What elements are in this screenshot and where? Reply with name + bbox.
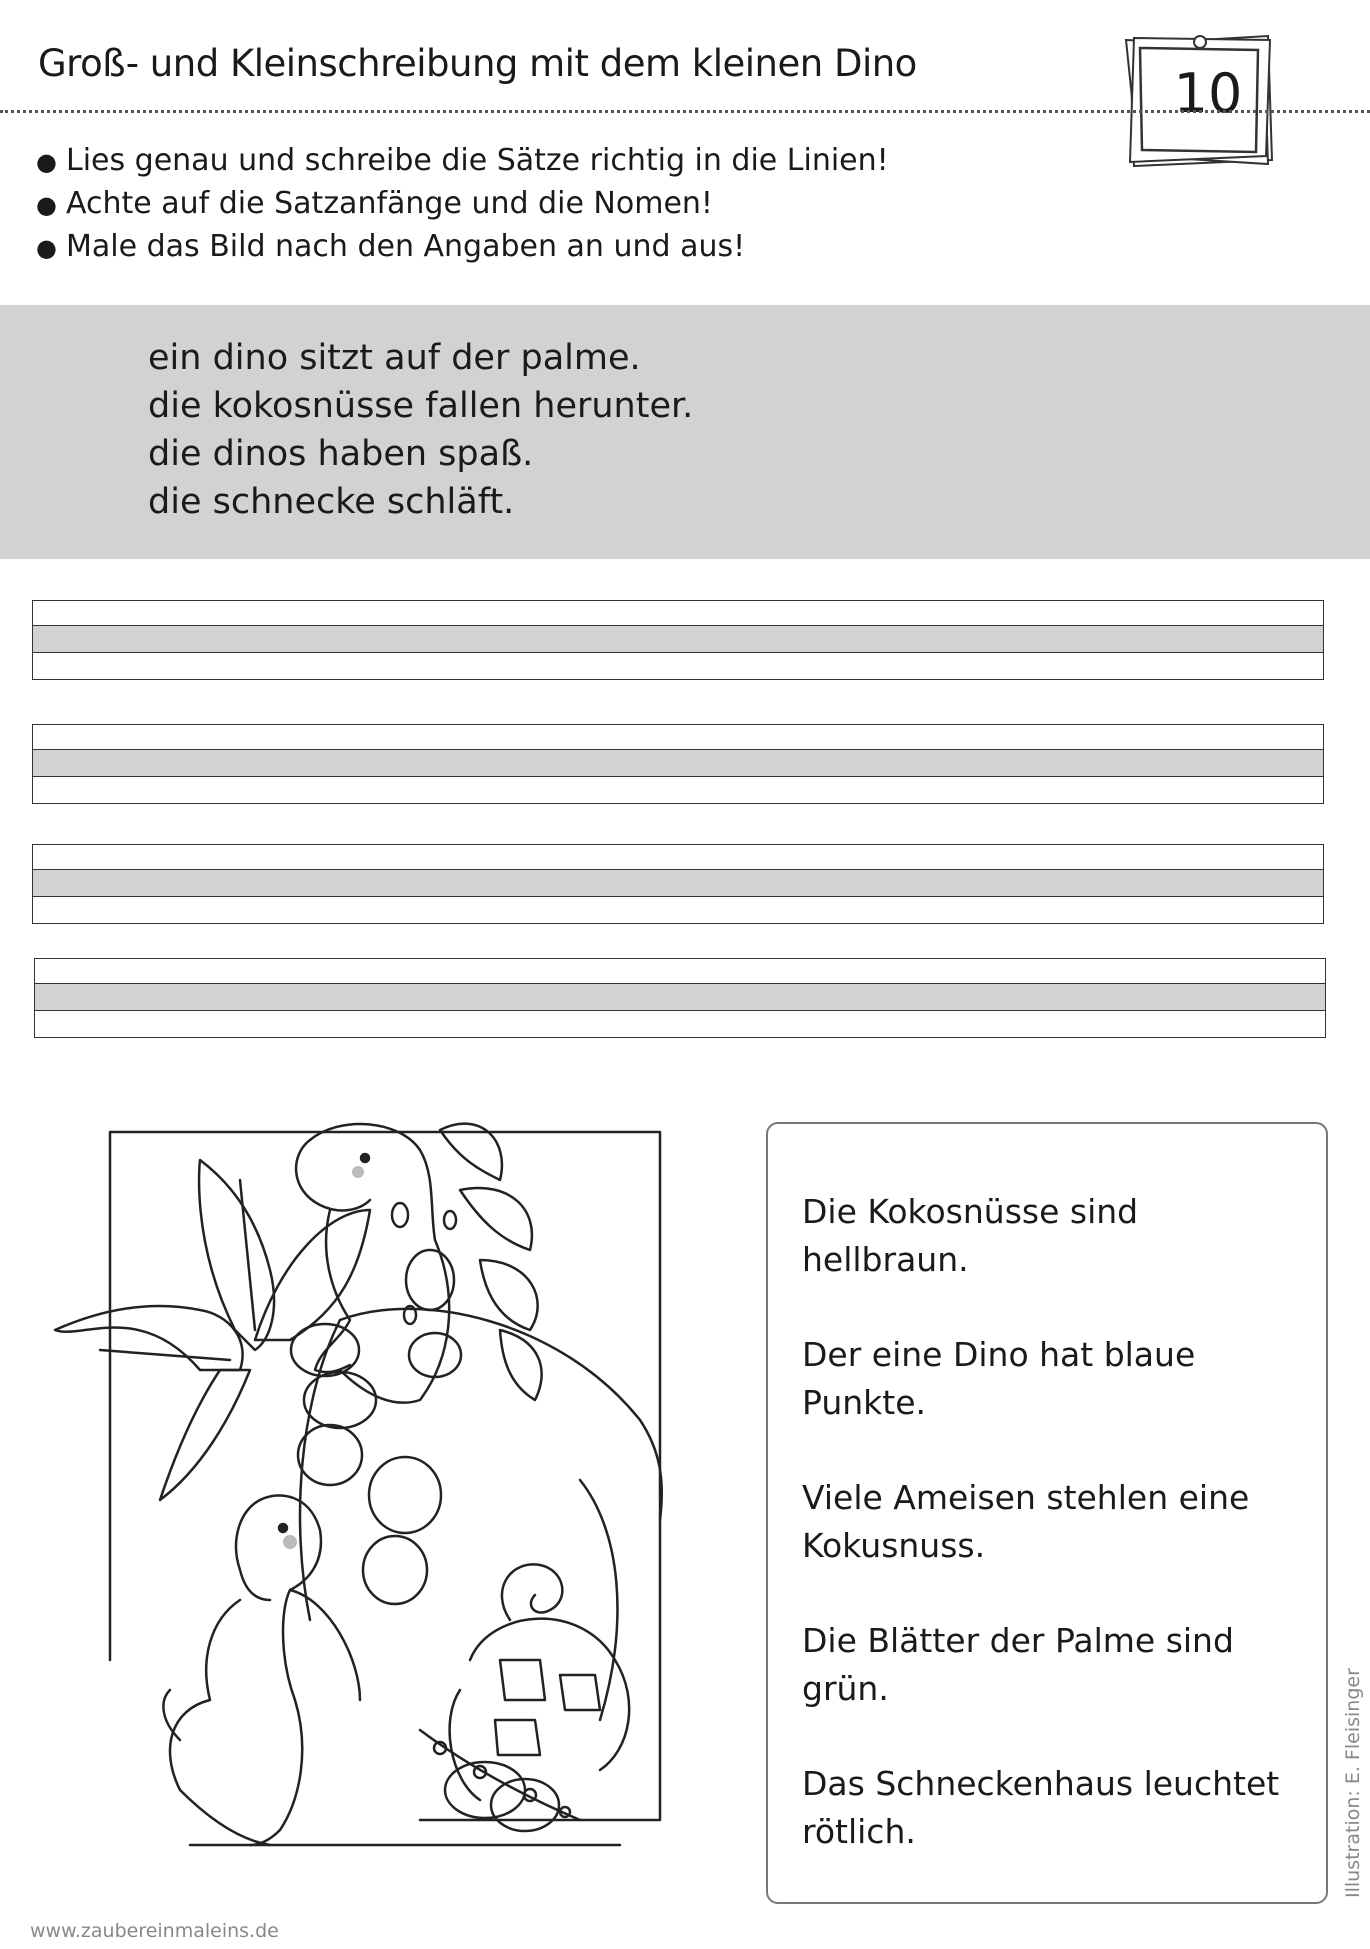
sentence: die schnecke schläft. — [148, 482, 515, 522]
writing-band — [33, 749, 1323, 777]
writing-band — [33, 625, 1323, 653]
writing-band — [35, 983, 1325, 1011]
instruction-item: ● Male das Bild nach den Angaben an und aus! — [36, 226, 889, 269]
instruction-item: ● Achte auf die Satzanfänge und die Nomen! — [36, 183, 889, 226]
coloring-hint: Der eine Dino hat blaue Punkte. — [802, 1335, 1196, 1422]
worksheet-title: Groß- und Kleinschreibung mit dem kleinen Dino — [38, 42, 917, 85]
coloring-hint: Viele Ameisen stehlen eine Kokusnuss. — [802, 1478, 1250, 1565]
sentence: ein dino sitzt auf der palme. — [148, 338, 641, 378]
writing-band — [33, 869, 1323, 897]
bullet-icon: ● — [36, 191, 57, 219]
bullet-icon: ● — [36, 148, 57, 176]
page-number-badge — [1118, 24, 1278, 174]
writing-lines-3[interactable] — [32, 844, 1324, 924]
sentence: die dinos haben spaß. — [148, 434, 534, 474]
footer-website: www.zaubereinmaleins.de — [30, 1920, 279, 1942]
illustration-credit: Illustration: E. Fleisinger — [1342, 1668, 1364, 1898]
page-number: 10 — [1173, 62, 1243, 125]
writing-lines-4[interactable] — [34, 958, 1326, 1038]
writing-lines-2[interactable] — [32, 724, 1324, 804]
coloring-hint: Die Blätter der Palme sind grün. — [802, 1621, 1234, 1708]
coloring-hints-box — [766, 1122, 1328, 1904]
sentence: die kokosnüsse fallen herunter. — [148, 386, 694, 426]
coloring-hint: Das Schneckenhaus leuchtet rötlich. — [802, 1764, 1280, 1851]
dino-coloring-illustration — [40, 1100, 680, 1860]
instruction-list — [36, 140, 889, 269]
writing-lines-1[interactable] — [32, 600, 1324, 680]
instruction-item: ● Lies genau und schreibe die Sätze richtig in die Linien! — [36, 140, 889, 183]
coloring-hints-list — [802, 1188, 1302, 1903]
dotted-divider — [0, 110, 1370, 113]
coloring-hint: Die Kokosnüsse sind hellbraun. — [802, 1192, 1139, 1279]
bullet-icon: ● — [36, 234, 57, 262]
sentence-list — [148, 334, 693, 526]
